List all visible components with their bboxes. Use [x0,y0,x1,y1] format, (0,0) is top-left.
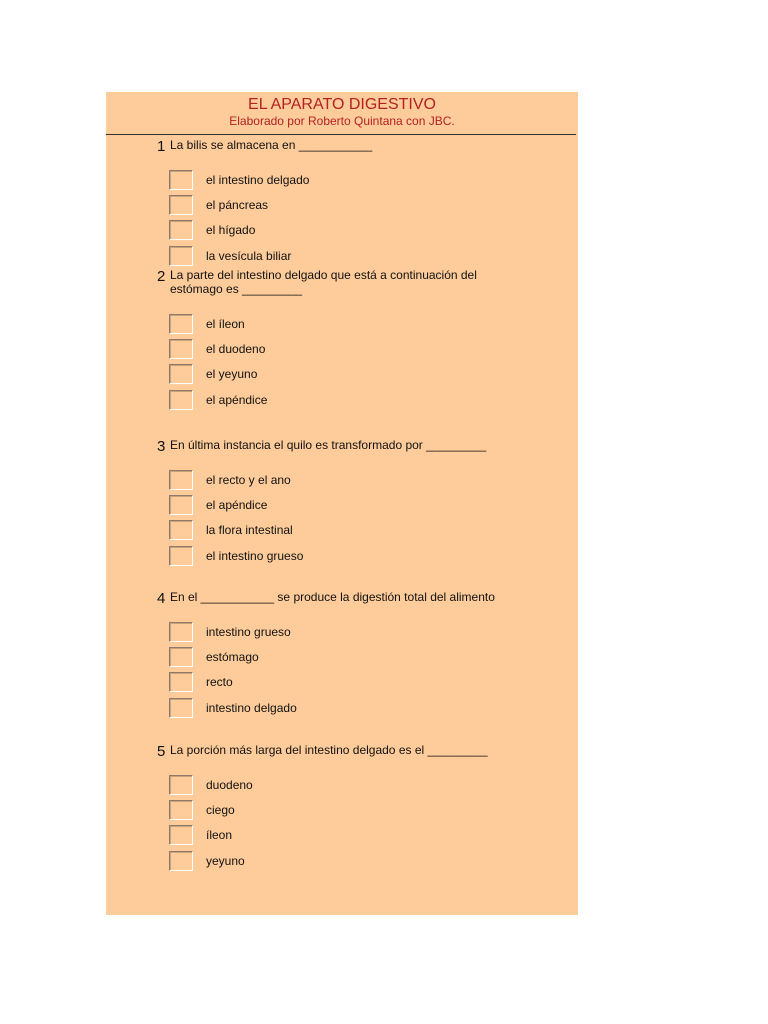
answer-checkbox[interactable] [169,546,193,566]
question-text: En el ___________ se produce la digestión total del alimento [170,590,495,604]
answer-options [157,467,497,568]
answer-option[interactable] [157,243,497,268]
answer-option[interactable] [157,848,497,873]
answer-checkbox[interactable] [169,364,193,384]
answer-checkbox[interactable] [169,390,193,410]
answer-label: íleon [206,828,233,843]
answer-option[interactable] [157,336,497,361]
answer-label: el apéndice [206,497,268,512]
answer-label: el hígado [206,223,256,238]
question-number: 4 [157,590,166,607]
question-1 [157,138,497,268]
answer-option[interactable] [157,218,497,243]
answer-options [157,619,497,720]
answer-label: ciego [206,802,235,817]
question-2 [157,268,497,438]
answer-checkbox[interactable] [169,622,193,642]
answer-label: el recto y el ano [206,472,291,487]
answer-checkbox[interactable] [169,647,193,667]
question-text: La bilis se almacena en ___________ [170,138,373,152]
answer-option[interactable] [157,695,497,720]
answer-checkbox[interactable] [169,246,193,266]
header-divider [106,134,576,135]
answer-label: recto [206,675,233,690]
answer-options [157,311,497,412]
answer-checkbox[interactable] [169,470,193,490]
answer-option[interactable] [157,619,497,644]
answer-checkbox[interactable] [169,220,193,240]
answer-option[interactable] [157,492,497,517]
quiz-header [106,92,578,133]
answer-option[interactable] [157,311,497,336]
answer-option[interactable] [157,192,497,217]
answer-checkbox[interactable] [169,314,193,334]
answer-label: el intestino delgado [206,172,310,187]
answer-option[interactable] [157,167,497,192]
answer-label: el páncreas [206,197,269,212]
quiz-sheet [106,92,578,915]
answer-checkbox[interactable] [169,195,193,215]
answer-checkbox[interactable] [169,825,193,845]
answer-option[interactable] [157,543,497,568]
question-number: 3 [157,438,166,455]
answer-option[interactable] [157,823,497,848]
answer-checkbox[interactable] [169,698,193,718]
answer-option[interactable] [157,467,497,492]
question-3 [157,438,497,590]
question-header [157,138,497,155]
question-list [106,138,578,883]
question-number: 1 [157,138,166,155]
answer-option[interactable] [157,644,497,669]
question-number: 5 [157,743,166,760]
answer-checkbox[interactable] [169,775,193,795]
answer-checkbox[interactable] [169,672,193,692]
answer-label: el apéndice [206,392,268,407]
answer-checkbox[interactable] [169,520,193,540]
answer-label: el intestino grueso [206,548,304,563]
answer-label: el yeyuno [206,367,258,382]
answer-option[interactable] [157,518,497,543]
answer-option[interactable] [157,670,497,695]
answer-checkbox[interactable] [169,339,193,359]
answer-option[interactable] [157,387,497,412]
question-header [157,268,497,296]
answer-checkbox[interactable] [169,170,193,190]
answer-option[interactable] [157,772,497,797]
quiz-title: EL APARATO DIGESTIVO [248,96,436,113]
answer-label: el duodeno [206,341,266,356]
answer-option[interactable] [157,362,497,387]
question-5 [157,743,497,883]
answer-label: la vesícula biliar [206,248,292,263]
answer-label: la flora intestinal [206,523,293,538]
question-number: 2 [157,268,166,285]
answer-options [157,167,497,268]
quiz-subtitle: Elaborado por Roberto Quintana con JBC. [229,114,455,128]
answer-checkbox[interactable] [169,495,193,515]
question-header [157,590,497,607]
answer-label: intestino grueso [206,624,291,639]
answer-label: yeyuno [206,853,245,868]
question-header [157,438,497,455]
question-text: La parte del intestino delgado que está a continuación del estómago es _________ [170,268,477,296]
answer-checkbox[interactable] [169,851,193,871]
answer-options [157,772,497,873]
question-4 [157,590,497,743]
answer-label: estómago [206,649,259,664]
question-text: La porción más larga del intestino delgado es el _________ [170,743,488,757]
question-header [157,743,497,760]
answer-label: el íleon [206,316,245,331]
answer-label: intestino delgado [206,700,297,715]
answer-label: duodeno [206,777,253,792]
answer-checkbox[interactable] [169,800,193,820]
question-text: En última instancia el quilo es transformado por _________ [170,438,487,452]
answer-option[interactable] [157,797,497,822]
